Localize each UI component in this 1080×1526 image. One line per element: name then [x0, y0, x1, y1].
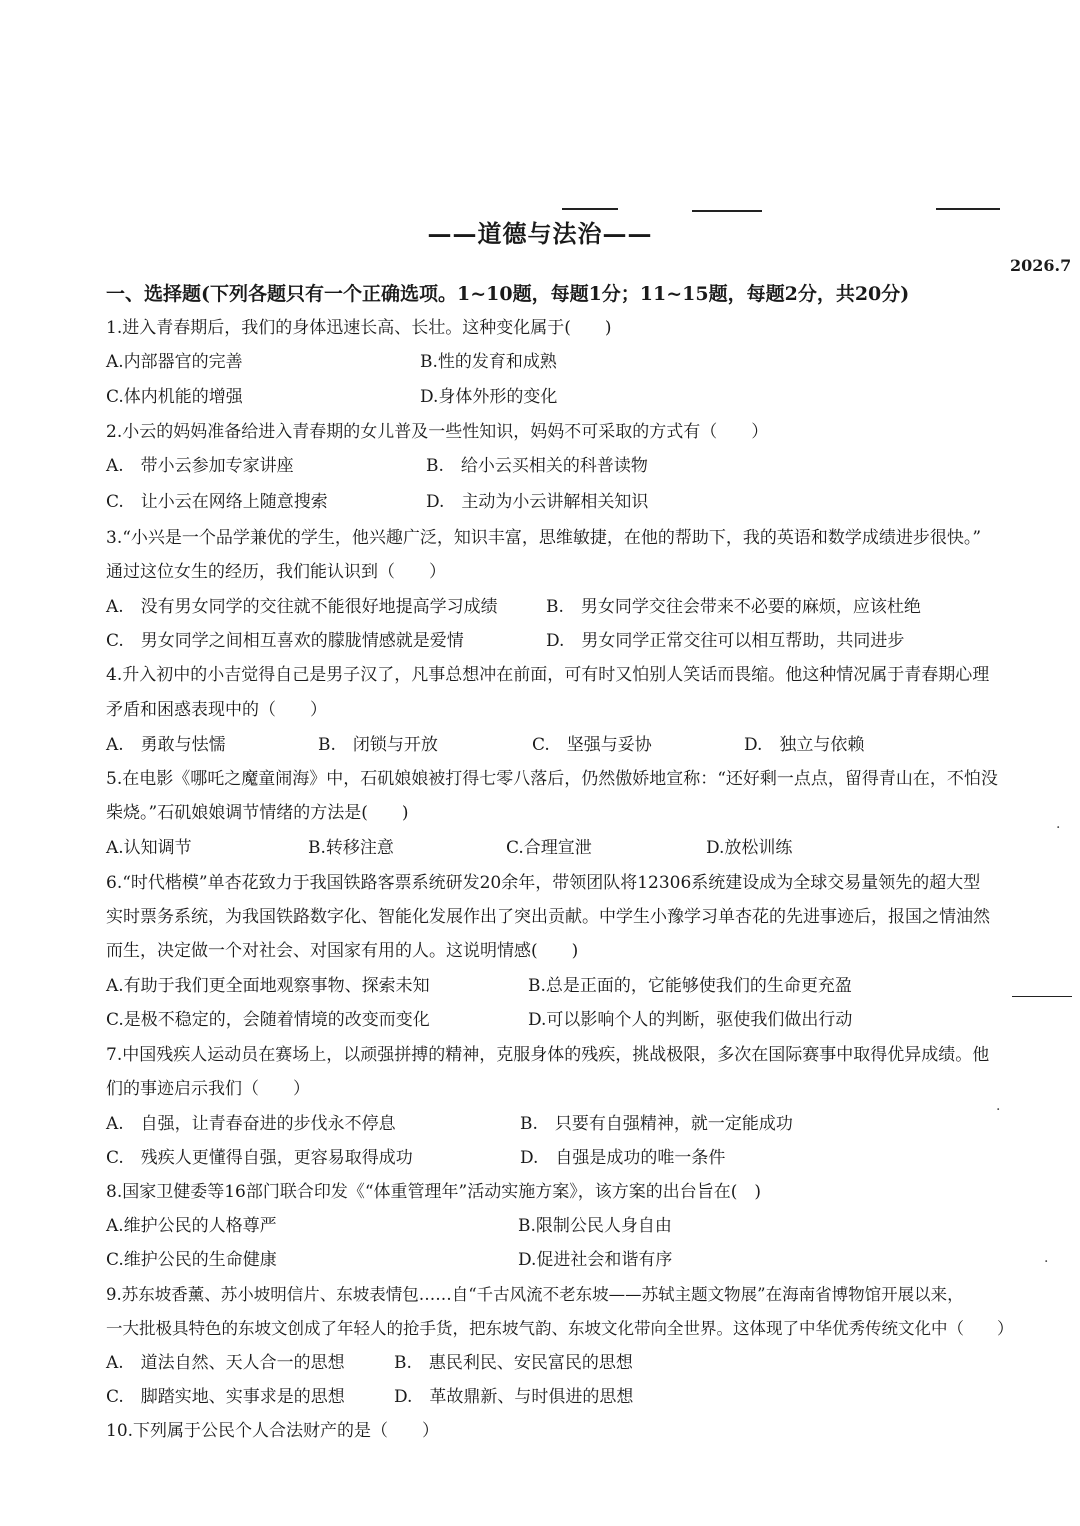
- exam-date: 2026.7: [1010, 256, 1072, 275]
- scan-mark-1: ·: [1056, 820, 1061, 836]
- section-heading: 一、选择题(下列各题只有一个正确选项。1~10题，每题1分；11~15题，每题2分，共20分): [106, 283, 910, 305]
- question-9-option-d: D. 革故鼎新、与时俱进的思想: [394, 1387, 634, 1407]
- scan-mark-3: ·: [1044, 1254, 1049, 1270]
- question-8-stem: 8.国家卫健委等16部门联合印发《“体重管理年”活动实施方案》，该方案的出台旨在( ): [106, 1182, 761, 1202]
- question-2-option-c: C. 让小云在网络上随意搜索: [106, 492, 328, 512]
- question-8-option-a: A.维护公民的人格尊严: [106, 1216, 277, 1236]
- question-3-option-b: B. 男女同学交往会带来不必要的麻烦，应该杜绝: [546, 597, 921, 617]
- question-6-stem-line-2: 实时票务系统，为我国铁路数字化、智能化发展作出了突出贡献。中学生小豫学习单杏花的先进事迹后，报国之情油然: [106, 907, 990, 927]
- blank-line-2: [692, 210, 762, 212]
- question-9-option-c: C. 脚踏实地、实事求是的思想: [106, 1387, 345, 1407]
- question-5-option-d: D.放松训练: [706, 838, 793, 858]
- question-4-stem-line-1: 4.升入初中的小吉觉得自己是男子汉了，凡事总想冲在前面，可有时又怕别人笑话而畏缩。他这种情况属于青春期心理: [106, 665, 990, 685]
- question-10-stem: 10.下列属于公民个人合法财产的是（ ）: [106, 1421, 440, 1441]
- question-7-option-b: B. 只要有自强精神，就一定能成功: [520, 1114, 793, 1134]
- question-7-option-d: D. 自强是成功的唯一条件: [520, 1148, 726, 1168]
- question-4-stem-line-2: 矛盾和困惑表现中的（ ）: [106, 700, 327, 720]
- question-8-option-c: C.维护公民的生命健康: [106, 1250, 277, 1270]
- question-7-stem-line-1: 7.中国残疾人运动员在赛场上，以顽强拼搏的精神，克服身体的残疾，挑战极限，多次在国际赛事中取得优异成绩。他: [106, 1045, 990, 1065]
- question-6-option-b: B.总是正面的，它能够使我们的生命更充盈: [528, 976, 852, 996]
- blank-line-3: [936, 208, 1000, 210]
- question-6-stem-line-3: 而生，决定做一个对社会、对国家有用的人。这说明情感( ): [106, 941, 579, 961]
- question-3-stem-line-2: 通过这位女生的经历，我们能认识到（ ）: [106, 562, 446, 582]
- question-6-option-a: A.有助于我们更全面地观察事物、探索未知: [106, 976, 430, 996]
- question-5-option-c: C.合理宣泄: [506, 838, 592, 858]
- question-6-stem-line-1: 6.“时代楷模”单杏花致力于我国铁路客票系统研发20余年，带领团队将12306系统建设成为全球交易量领先的超大型: [106, 873, 981, 893]
- question-7-option-a: A. 自强，让青春奋进的步伐永不停息: [106, 1114, 396, 1134]
- question-2-option-b: B. 给小云买相关的科普读物: [426, 456, 648, 476]
- question-3-option-c: C. 男女同学之间相互喜欢的朦胧情感就是爱情: [106, 631, 464, 651]
- question-3-option-a: A. 没有男女同学的交往就不能很好地提高学习成绩: [106, 597, 498, 617]
- question-3-option-d: D. 男女同学正常交往可以相互帮助，共同进步: [546, 631, 905, 651]
- question-4-option-c: C. 坚强与妥协: [532, 735, 652, 755]
- question-9-option-b: B. 惠民利民、安民富民的思想: [394, 1353, 633, 1373]
- question-2-option-a: A. 带小云参加专家讲座: [106, 456, 294, 476]
- question-8-option-d: D.促进社会和谐有序: [518, 1250, 673, 1270]
- question-1-option-c: C.体内机能的增强: [106, 387, 243, 407]
- question-5-stem-line-2: 柴烧。”石矶娘娘调节情绪的方法是( ): [106, 803, 409, 823]
- question-5-option-b: B.转移注意: [308, 838, 394, 858]
- question-3-stem-line-1: 3.“小兴是一个品学兼优的学生，他兴趣广泛，知识丰富，思维敏捷，在他的帮助下，我的英语和数学成绩进步很快。”: [106, 528, 982, 548]
- margin-line: [1012, 996, 1072, 997]
- scan-mark-2: ·: [996, 1102, 1001, 1118]
- question-5-stem-line-1: 5.在电影《哪吒之魔童闹海》中，石矶娘娘被打得七零八落后，仍然傲娇地宣称：“还好剩一点点，留得青山在，不怕没: [106, 769, 998, 789]
- question-1-option-a: A.内部器官的完善: [106, 352, 243, 372]
- blank-line-1: [562, 208, 618, 210]
- question-2-stem: 2.小云的妈妈准备给进入青春期的女儿普及一些性知识，妈妈不可采取的方式有（ ）: [106, 422, 769, 442]
- question-4-option-a: A. 勇敢与怯懦: [106, 735, 226, 755]
- question-4-option-d: D. 独立与依赖: [744, 735, 865, 755]
- question-8-option-b: B.限制公民人身自由: [518, 1216, 672, 1236]
- question-1-option-d: D.身体外形的变化: [420, 387, 558, 407]
- question-6-option-d: D.可以影响个人的判断，驱使我们做出行动: [528, 1010, 853, 1030]
- question-4-option-b: B. 闭锁与开放: [318, 735, 438, 755]
- question-7-stem-line-2: 们的事迹启示我们（ ）: [106, 1079, 310, 1099]
- question-6-option-c: C.是极不稳定的，会随着情境的改变而变化: [106, 1010, 430, 1030]
- question-9-stem-line-2: 一大批极具特色的东坡文创成了年轻人的抢手货，把东坡气韵、东坡文化带向全世界。这体现了中华优秀传统文化中（ ）: [106, 1319, 1014, 1338]
- question-9-stem-line-1: 9.苏东坡香薰、苏小坡明信片、东坡表情包……自“千古风流不老东坡——苏轼主题文物展”在海南省博物馆开展以来，: [106, 1285, 964, 1304]
- question-7-option-c: C. 残疾人更懂得自强，更容易取得成功: [106, 1148, 413, 1168]
- page-title: ——道德与法治——: [427, 219, 653, 248]
- question-2-option-d: D. 主动为小云讲解相关知识: [426, 492, 649, 512]
- question-9-option-a: A. 道法自然、天人合一的思想: [106, 1353, 345, 1373]
- question-1-stem: 1.进入青春期后，我们的身体迅速长高、长壮。这种变化属于( ): [106, 318, 612, 338]
- question-1-option-b: B.性的发育和成熟: [420, 352, 557, 372]
- question-5-option-a: A.认知调节: [106, 838, 192, 858]
